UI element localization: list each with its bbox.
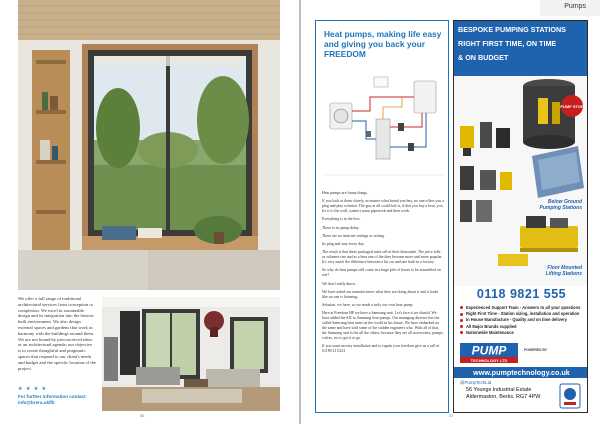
article-body: [322, 191, 444, 357]
feature-item: In House Manufacture - Quality and on time delivery: [460, 317, 584, 323]
pump-technology-logo: [460, 343, 518, 363]
article-paragraph: Its plug and stay every day.: [322, 241, 365, 246]
rating-stars: ★ ★ ★ ★: [18, 386, 48, 392]
article-paragraph: We have asked our manufacturers what they are doing about it and it looks like no one is listening.: [322, 289, 439, 299]
article-paragraph: The result is that these packaged units sell at their thousands. The price falls as volumes rise and as a heat one of the they become more and more popular. It's very much the difference between a kit car and one built in a factory.: [322, 250, 443, 265]
caption-line: Pumping Stations: [539, 205, 582, 211]
article-paragraph: Everything is in the box.: [322, 217, 361, 222]
website-link[interactable]: www.pumptechnology.co.uk: [473, 368, 570, 377]
advert-headline-line: & ON BUDGET: [458, 53, 509, 62]
powered-by-label: POWERED BY: [524, 348, 548, 352]
page-number-left: 36: [140, 413, 145, 418]
twitter-handle[interactable]: @PumpTechLtd: [460, 380, 492, 385]
article-paragraph: So why do heat pumps still come in a huge pile of boxes to be assembled on site?: [322, 268, 441, 278]
page-number-right: 37: [449, 413, 454, 418]
feature-item: Right First Time - Station sizing, installation and operation: [460, 311, 584, 317]
pump-stop-badge-text: PUMP STOP: [560, 104, 584, 109]
bullet-dot-icon: [460, 306, 463, 309]
advert-header: [454, 21, 588, 76]
pump-technology-advert: [453, 20, 588, 413]
company-address: [466, 387, 558, 401]
section-label: Pumps: [564, 3, 586, 10]
window-seat-photo: [18, 0, 280, 290]
feature-item: All Major Brands supplied: [460, 324, 584, 330]
contact-email[interactable]: info@brera.uk/fb: [18, 399, 55, 405]
heat-pump-article: [315, 20, 449, 413]
left-page: [0, 0, 299, 424]
contact-info: [18, 394, 96, 405]
right-page: [301, 0, 600, 424]
article-paragraph: If you want an easy installation and to regain your freedom give us a call at 01189 21 0223: [322, 344, 440, 354]
article-paragraph: Heat pumps are funny things.: [322, 191, 368, 195]
phone-number[interactable]: 0118 9821 555: [476, 287, 567, 301]
logo-wordmark: PUMP: [471, 343, 507, 358]
article-paragraph: We don't really know.: [322, 281, 356, 286]
advert-headline-line: RIGHT FIRST TIME, ON TIME: [458, 39, 557, 48]
article-paragraph: Here at Freedom HP we have a Samsung unit. Let's face it we should. We have added the SIL to Samsung heat pumps. Our managing director has the called Samsung heat units on the world in his house. We have embarked on the same and have sold some of the sudden engineers who. With all of that, the Samsung unit is the all the others, because they are all accessories, pumps, valves, etc to get it to go.: [322, 311, 444, 341]
article-paragraph: There are no intricate settings or setting.: [322, 233, 385, 238]
caption-floor-mounted: [522, 265, 582, 277]
bullet-dot-icon: [460, 331, 463, 334]
address-line: Aldermaston, Berks. RG7 4PW: [466, 393, 541, 400]
article-paragraph: There is no pump delay.: [322, 225, 360, 230]
bullet-dot-icon: [460, 313, 463, 316]
caption-line: Below Ground: [547, 199, 582, 205]
living-room-photo: [102, 297, 280, 411]
article-paragraph: Solution, we have, so we made a truly our own heat pump.: [322, 302, 414, 307]
article-headline: Heat pumps, making life easy and giving you back your FREEDOM: [324, 29, 442, 59]
caption-below-ground: [522, 199, 582, 211]
address-line: 56 Youngs Industrial Estate: [466, 387, 532, 393]
bullet-dot-icon: [460, 319, 463, 322]
feature-item: Nationwide Maintenance: [460, 330, 584, 336]
caption-line: Lifting Stations: [545, 271, 582, 277]
certification-badge-icon: [559, 383, 581, 409]
advert-headline-line: BESPOKE PUMPING STATIONS: [458, 25, 566, 34]
feature-list: [460, 305, 584, 336]
practice-description: We offer a full range of traditional architectural services from conception to completion. We excel in sustainable design and its integration into the historic built environment. We also design external spaces and gardens that work in harmony with the buildings around them. We are not bound by preconceived ideas or an architectural agenda; our objective is to create thoughtful and pragmatic spaces that respond to our client's needs and budget and the specific location of the project.: [18, 296, 96, 371]
feature-item: Experienced Support Team - Answers to all your questions: [460, 305, 584, 311]
heat-pump-system-diagram: [322, 67, 444, 189]
bullet-dot-icon: [460, 325, 463, 328]
logo-subtext: TECHNOLOGY LTD: [470, 357, 508, 363]
contact-line: For further information contact: [18, 394, 86, 399]
article-paragraph: If you look at them closely, no matter what brand you buy, no one offers you a plug and play solution. The guy at all could bolt it, if that you buy a heat, you fix it to the wall, connect some pipework and then work.: [322, 199, 444, 214]
caption-line: Floor Mounted: [547, 265, 582, 271]
pump-products-illustration: [454, 76, 588, 286]
